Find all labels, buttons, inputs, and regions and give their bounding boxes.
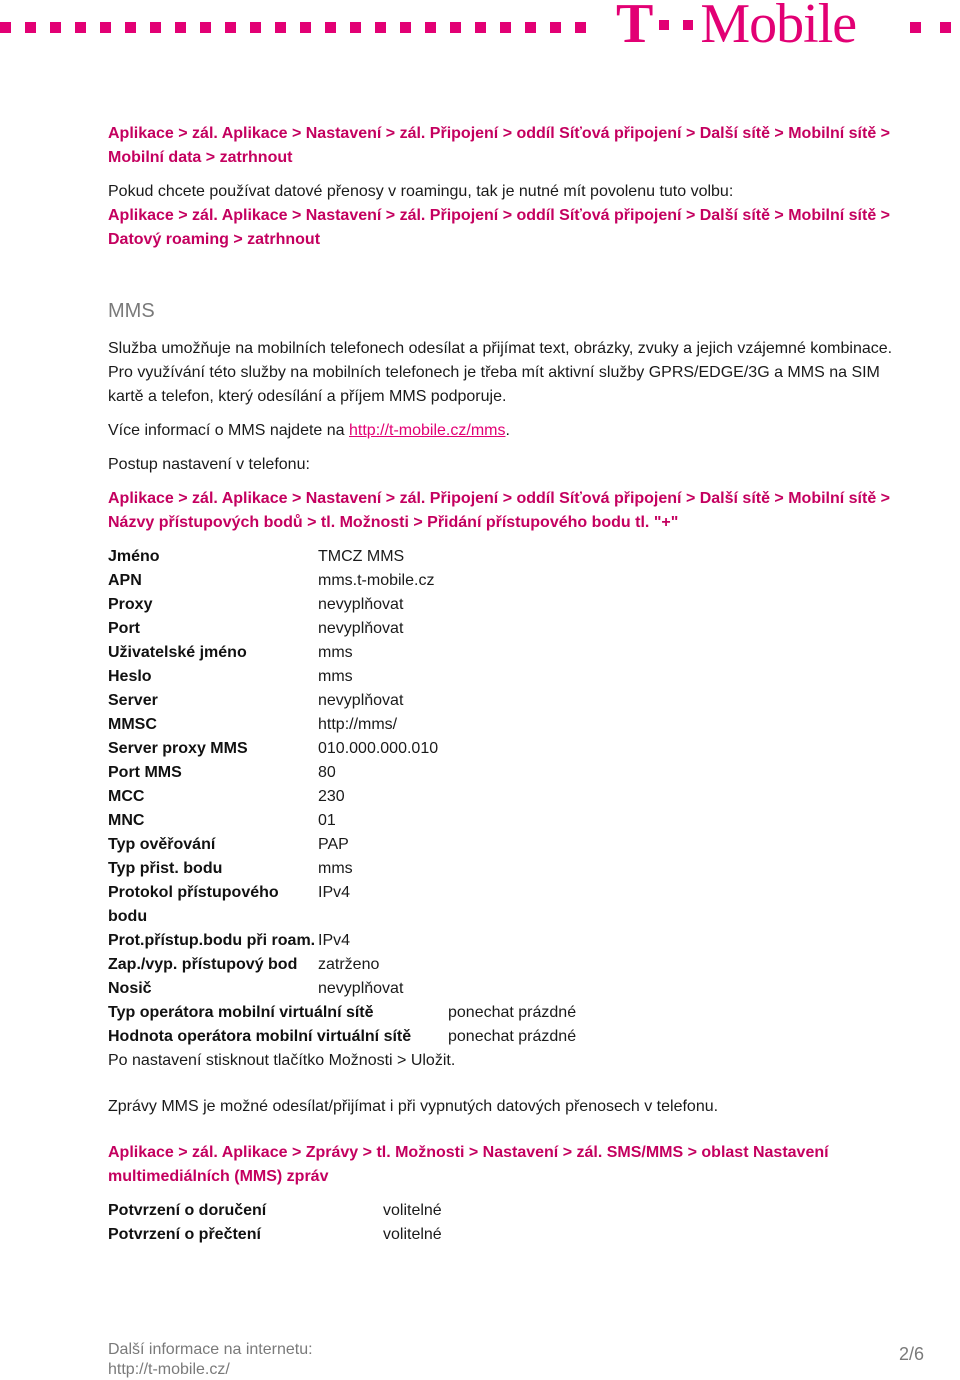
- setting-key: Nosič: [108, 980, 152, 997]
- brand-dot: [475, 22, 486, 33]
- setting-key: Proxy: [108, 596, 153, 613]
- setting-key: Uživatelské jméno: [108, 644, 247, 661]
- setting-row: [108, 761, 908, 785]
- setting-value: nevyplňovat: [318, 980, 404, 997]
- setting-row: [108, 833, 908, 857]
- setting-key: MNC: [108, 812, 145, 829]
- setting-key: Protokol přístupového bodu: [108, 884, 279, 925]
- save-note: Po nastavení stisknout tlačítko Možnosti > Uložit.: [108, 1052, 456, 1069]
- setting-row: [108, 1025, 908, 1049]
- setting-key: Jméno: [108, 548, 160, 565]
- brand-dot: [0, 22, 11, 33]
- setup-label: Postup nastavení v telefonu:: [108, 456, 310, 473]
- page-number: 2/6: [898, 1344, 924, 1364]
- setting-value: nevyplňovat: [318, 692, 404, 709]
- brand-dot: [400, 22, 411, 33]
- brand-dot: [125, 22, 136, 33]
- setting-value: zatrženo: [318, 956, 380, 973]
- setting-value: IPv4: [318, 932, 351, 949]
- mms-offline-note: Zprávy MMS je možné odesílat/přijímat i při vypnutých datových přenosech v telefonu.: [108, 1098, 719, 1115]
- setting-key: Typ ověřování: [108, 836, 216, 853]
- page-footer: [108, 1340, 313, 1380]
- setting-key: Port: [108, 620, 140, 637]
- setting-row: [108, 737, 908, 761]
- brand-dot: [225, 22, 236, 33]
- brand-dot: [275, 22, 286, 33]
- brand-dot: [350, 22, 361, 33]
- setting-value: mms: [318, 860, 353, 877]
- setting-value: volitelné: [383, 1226, 442, 1243]
- setting-row: [108, 881, 908, 929]
- setting-value: mms: [318, 668, 353, 685]
- brand-dot: [375, 22, 386, 33]
- setting-row: [108, 641, 908, 665]
- setting-row: [108, 809, 908, 833]
- setting-value: nevyplňovat: [318, 596, 404, 613]
- more-info-period: .: [505, 422, 510, 439]
- setting-value: 01: [318, 812, 336, 829]
- brand-dot: [325, 22, 336, 33]
- brand-dot: [300, 22, 311, 33]
- brand-dot: [75, 22, 86, 33]
- brand-dot: [940, 22, 951, 33]
- setting-key: Heslo: [108, 668, 152, 685]
- setting-key: MMSC: [108, 716, 157, 733]
- setting-value: TMCZ MMS: [318, 548, 405, 565]
- footer-url: http://t-mobile.cz/: [108, 1361, 230, 1378]
- setting-row: [108, 1223, 908, 1247]
- setting-value: IPv4: [318, 884, 351, 901]
- setting-key: MCC: [108, 788, 145, 805]
- setting-key: Typ operátora mobilní virtuální sítě: [108, 1004, 374, 1021]
- setting-value: 010.000.000.010: [318, 740, 439, 757]
- section-heading-mms: MMS: [108, 300, 155, 322]
- setting-key: Port MMS: [108, 764, 182, 781]
- setting-key: Typ přist. bodu: [108, 860, 223, 877]
- setting-row: [108, 713, 908, 737]
- settings-path-mms-messages: Aplikace > zál. Aplikace > Zprávy > tl. Možnosti > Nastavení > zál. SMS/MMS > oblast Nastavení multimediálních (MMS) zpráv: [108, 1144, 829, 1185]
- settings-path-data-roaming: Aplikace > zál. Aplikace > Nastavení > zál. Připojení > oddíl Síťová připojení > Další sítě > Mobilní sítě > Datový roaming > zatrhnout: [108, 207, 891, 248]
- setting-value: mms.t-mobile.cz: [318, 572, 435, 589]
- setting-value: http://mms/: [318, 716, 398, 733]
- mms-info-link[interactable]: http://t-mobile.cz/mms: [349, 422, 506, 439]
- setting-key: Server proxy MMS: [108, 740, 248, 757]
- setting-value: nevyplňovat: [318, 620, 404, 637]
- setting-key: Potvrzení o přečtení: [108, 1226, 261, 1243]
- brand-dot: [450, 22, 461, 33]
- setting-key: Hodnota operátora mobilní virtuální sítě: [108, 1028, 412, 1045]
- brand-dot: [150, 22, 161, 33]
- t-mobile-logo: T Mobile: [616, 0, 857, 55]
- setting-row: [108, 689, 908, 713]
- setting-value: mms: [318, 644, 353, 661]
- setting-value: ponechat prázdné: [448, 1028, 577, 1045]
- brand-dot: [575, 22, 586, 33]
- brand-dot: [250, 22, 261, 33]
- setting-row: [108, 953, 908, 977]
- setting-row: [108, 785, 908, 809]
- brand-dot: [910, 22, 921, 33]
- setting-row: [108, 1001, 908, 1025]
- setting-value: 80: [318, 764, 336, 781]
- settings-path-apn: Aplikace > zál. Aplikace > Nastavení > zál. Připojení > oddíl Síťová připojení > Další sítě > Mobilní sítě > Názvy přístupových bodů > tl. Možnosti > Přidání přístupového bodu tl. "+": [108, 490, 891, 531]
- setting-row: [108, 1199, 908, 1223]
- document-body: [108, 122, 908, 1247]
- setting-row: [108, 857, 908, 881]
- mms-confirm-table: [108, 1199, 908, 1247]
- brand-dot: [500, 22, 511, 33]
- brand-dot: [100, 22, 111, 33]
- setting-row: [108, 593, 908, 617]
- settings-path-mobile-data: Aplikace > zál. Aplikace > Nastavení > zál. Připojení > oddíl Síťová připojení > Další sítě > Mobilní sítě > Mobilní data > zatrhnout: [108, 125, 891, 166]
- setting-key: Zap./vyp. přístupový bod: [108, 956, 298, 973]
- brand-dot: [525, 22, 536, 33]
- setting-row: [108, 617, 908, 641]
- brand-dot: [50, 22, 61, 33]
- setting-row: [108, 569, 908, 593]
- setting-row: [108, 545, 908, 569]
- brand-dot: [175, 22, 186, 33]
- setting-key: Server: [108, 692, 158, 709]
- setting-key: APN: [108, 572, 142, 589]
- apn-settings-table-wide: [108, 1001, 908, 1049]
- setting-key: Prot.přístup.bodu při roam.: [108, 932, 316, 949]
- brand-dot: [25, 22, 36, 33]
- mms-more-info: [108, 419, 908, 443]
- setting-value: volitelné: [383, 1202, 442, 1219]
- mms-description: Služba umožňuje na mobilních telefonech odesílat a přijímat text, obrázky, zvuky a jejich vzájemné kombinace. Pro využívání této služby na mobilních telefonech je třeba mít aktivní služby GPRS/EDGE/3G a MMS na SIM kartě a telefon, který odesílání a příjem MMS podporuje.: [108, 340, 893, 405]
- setting-key: Potvrzení o doručení: [108, 1202, 267, 1219]
- setting-row: [108, 977, 908, 1001]
- brand-dot: [550, 22, 561, 33]
- page-header: [0, 0, 960, 60]
- brand-dot: [425, 22, 436, 33]
- setting-row: [108, 929, 908, 953]
- footer-label: Další informace na internetu:: [108, 1341, 313, 1358]
- setting-value: ponechat prázdné: [448, 1004, 577, 1021]
- brand-dot: [200, 22, 211, 33]
- more-info-text: Více informací o MMS najdete na: [108, 422, 349, 439]
- setting-value: PAP: [318, 836, 349, 853]
- apn-settings-table: [108, 545, 908, 1001]
- roaming-note: Pokud chcete používat datové přenosy v roamingu, tak je nutné mít povolenu tuto volbu:: [108, 183, 734, 200]
- setting-row: [108, 665, 908, 689]
- setting-value: 230: [318, 788, 345, 805]
